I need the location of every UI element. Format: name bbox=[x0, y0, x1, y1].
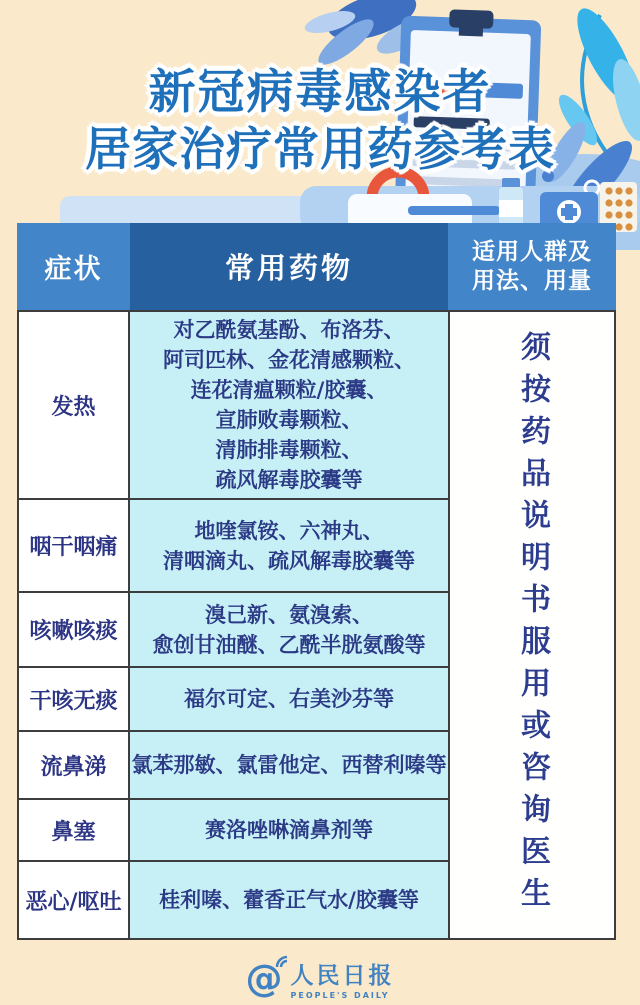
symptom-cell: 干咳无痰 bbox=[19, 668, 130, 730]
symptom-cell: 恶心/呕吐 bbox=[19, 862, 130, 938]
table-row bbox=[19, 668, 448, 732]
footer bbox=[0, 957, 640, 1000]
medication-line: 溴己新、氨溴索、 bbox=[205, 602, 373, 627]
table-row bbox=[19, 312, 448, 500]
medication-cell bbox=[130, 500, 448, 591]
medication-line: 赛洛唑啉滴鼻剂等 bbox=[205, 818, 373, 842]
medication-line: 福尔可定、右美沙芬等 bbox=[184, 687, 394, 711]
medication-line: 愈创甘油醚、乙酰半胱氨酸等 bbox=[152, 632, 426, 657]
header-usage-line1: 适用人群及 bbox=[472, 238, 592, 265]
table-row bbox=[19, 800, 448, 862]
medication-line: 阿司匹林、金花清感颗粒、 bbox=[163, 348, 415, 372]
header-usage-line2: 用法、用量 bbox=[472, 267, 592, 294]
at-symbol: @ bbox=[246, 960, 283, 998]
medication-line: 疏风解毒胶囊等 bbox=[215, 468, 363, 492]
logo-text-column bbox=[291, 960, 395, 1000]
title-line-1: 新冠病毒感染者 bbox=[148, 65, 492, 120]
header-usage bbox=[448, 223, 616, 310]
logo-name-cn: 人民日报 bbox=[290, 963, 395, 989]
symptom-cell: 咳嗽咳痰 bbox=[19, 593, 130, 666]
table-row bbox=[19, 500, 448, 593]
symptom-cell: 鼻塞 bbox=[19, 800, 130, 860]
symptom-cell: 发热 bbox=[19, 312, 130, 498]
header-medication: 常用药物 bbox=[130, 223, 448, 310]
medication-table bbox=[17, 223, 616, 940]
medication-cell bbox=[130, 312, 448, 498]
medication-line: 对乙酰氨基酚、布洛芬、 bbox=[173, 318, 405, 342]
usage-note-cell bbox=[448, 312, 614, 938]
medication-cell bbox=[130, 593, 448, 666]
peoples-daily-logo bbox=[245, 957, 395, 1000]
symptom-cell: 咽干咽痛 bbox=[19, 500, 130, 591]
medication-line: 氯苯那敏、氯雷他定、西替利嗪等 bbox=[131, 753, 447, 777]
header-symptom: 症状 bbox=[17, 223, 130, 310]
symptom-cell: 流鼻涕 bbox=[19, 732, 130, 798]
usage-note: 须按药品说明书服用或咨询医生 bbox=[515, 331, 550, 919]
medication-cell bbox=[130, 862, 448, 938]
title-line-2: 居家治疗常用药参考表 bbox=[85, 122, 555, 176]
table-row bbox=[19, 732, 448, 800]
medication-line: 地喹氯铵、六神丸、 bbox=[194, 518, 384, 543]
medication-cell bbox=[130, 668, 448, 730]
logo-name-en: PEOPLE'S DAILY bbox=[290, 991, 390, 1000]
table-header-row bbox=[17, 223, 616, 310]
symptom-rows bbox=[19, 312, 448, 938]
medication-line: 桂利嗪、藿香正气水/胶囊等 bbox=[159, 888, 419, 912]
signal-waves-icon bbox=[273, 953, 291, 971]
table-row bbox=[19, 593, 448, 668]
page-title bbox=[0, 64, 640, 178]
medication-line: 清咽滴丸、疏风解毒胶囊等 bbox=[163, 548, 415, 573]
medication-line: 宣肺败毒颗粒、 bbox=[215, 408, 363, 432]
medication-cell bbox=[130, 800, 448, 860]
medication-line: 清肺排毒颗粒、 bbox=[215, 438, 363, 462]
table-body bbox=[17, 310, 616, 940]
table-row bbox=[19, 862, 448, 938]
medication-cell bbox=[130, 732, 448, 798]
medication-line: 连花清瘟颗粒/胶囊、 bbox=[190, 378, 388, 402]
